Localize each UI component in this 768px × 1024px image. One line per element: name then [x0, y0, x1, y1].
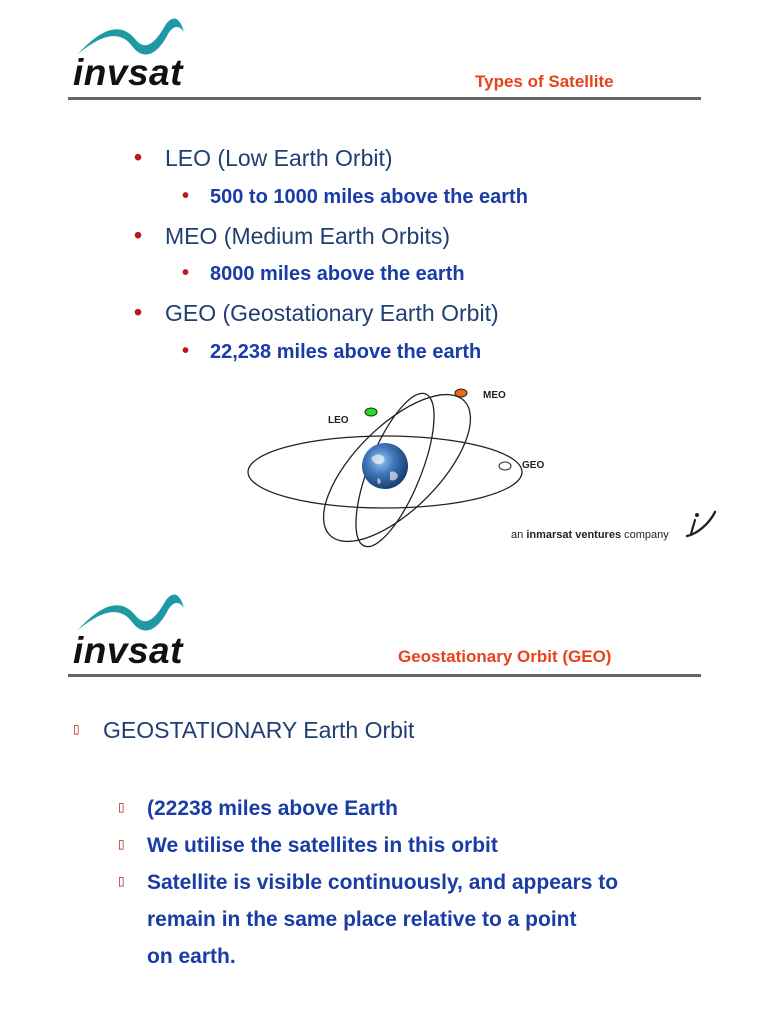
list-item: We utilise the satellites in this orbit: [147, 834, 498, 857]
logo-wordmark: invsat: [73, 630, 183, 671]
leo-satellite-icon: [365, 408, 377, 416]
list-subitem: • 8000 miles above the earth: [182, 262, 465, 285]
slide-title: Geostationary Orbit (GEO): [398, 647, 612, 666]
list-item: • MEO (Medium Earth Orbits): [134, 222, 450, 249]
list-subitem: • 500 to 1000 miles above the earth: [182, 185, 528, 208]
bullet-icon: ▯: [118, 837, 125, 851]
section-heading: GEOSTATIONARY Earth Orbit: [103, 717, 415, 743]
orbit-diagram: [240, 380, 545, 555]
logo-wordmark: invsat: [73, 52, 183, 93]
company-tagline: an inmarsat ventures company: [511, 529, 669, 541]
invsat-logo: [70, 588, 190, 671]
list-item: • LEO (Low Earth Orbit): [134, 144, 393, 171]
bullet-icon: •: [182, 262, 190, 284]
list-item: • GEO (Geostationary Earth Orbit): [134, 299, 499, 326]
bullet-icon: •: [134, 144, 143, 170]
list-item-continued: on earth.: [147, 945, 236, 968]
geo-satellite-icon: [499, 462, 511, 470]
list-item: Satellite is visible continuously, and appears to: [147, 871, 619, 894]
bullet-icon: •: [182, 185, 190, 207]
bullet-icon: ▯: [73, 722, 80, 736]
meo-satellite-icon: [455, 389, 467, 397]
list-item-continued: remain in the same place relative to a point: [147, 908, 577, 931]
geo-label: GEO: [522, 460, 545, 471]
list-subitem: • 22,238 miles above the earth: [182, 340, 482, 363]
meo-label: MEO: [483, 390, 506, 401]
bullet-icon: ▯: [118, 874, 125, 888]
invsat-logo: [70, 12, 190, 93]
bullet-icon: •: [134, 299, 143, 325]
slide-title: Types of Satellite: [475, 72, 614, 91]
list-item: (22238 miles above Earth: [147, 797, 398, 820]
title-divider: [68, 97, 701, 100]
bullet-icon: ▯: [118, 800, 125, 814]
title-divider: [68, 674, 701, 677]
slide-geostationary-orbit: [0, 580, 768, 1024]
earth-icon: [362, 443, 408, 489]
bullet-icon: •: [134, 222, 143, 248]
bullet-icon: •: [182, 340, 190, 362]
leo-label: LEO: [328, 415, 349, 426]
inmarsat-mark-icon: [683, 510, 719, 540]
